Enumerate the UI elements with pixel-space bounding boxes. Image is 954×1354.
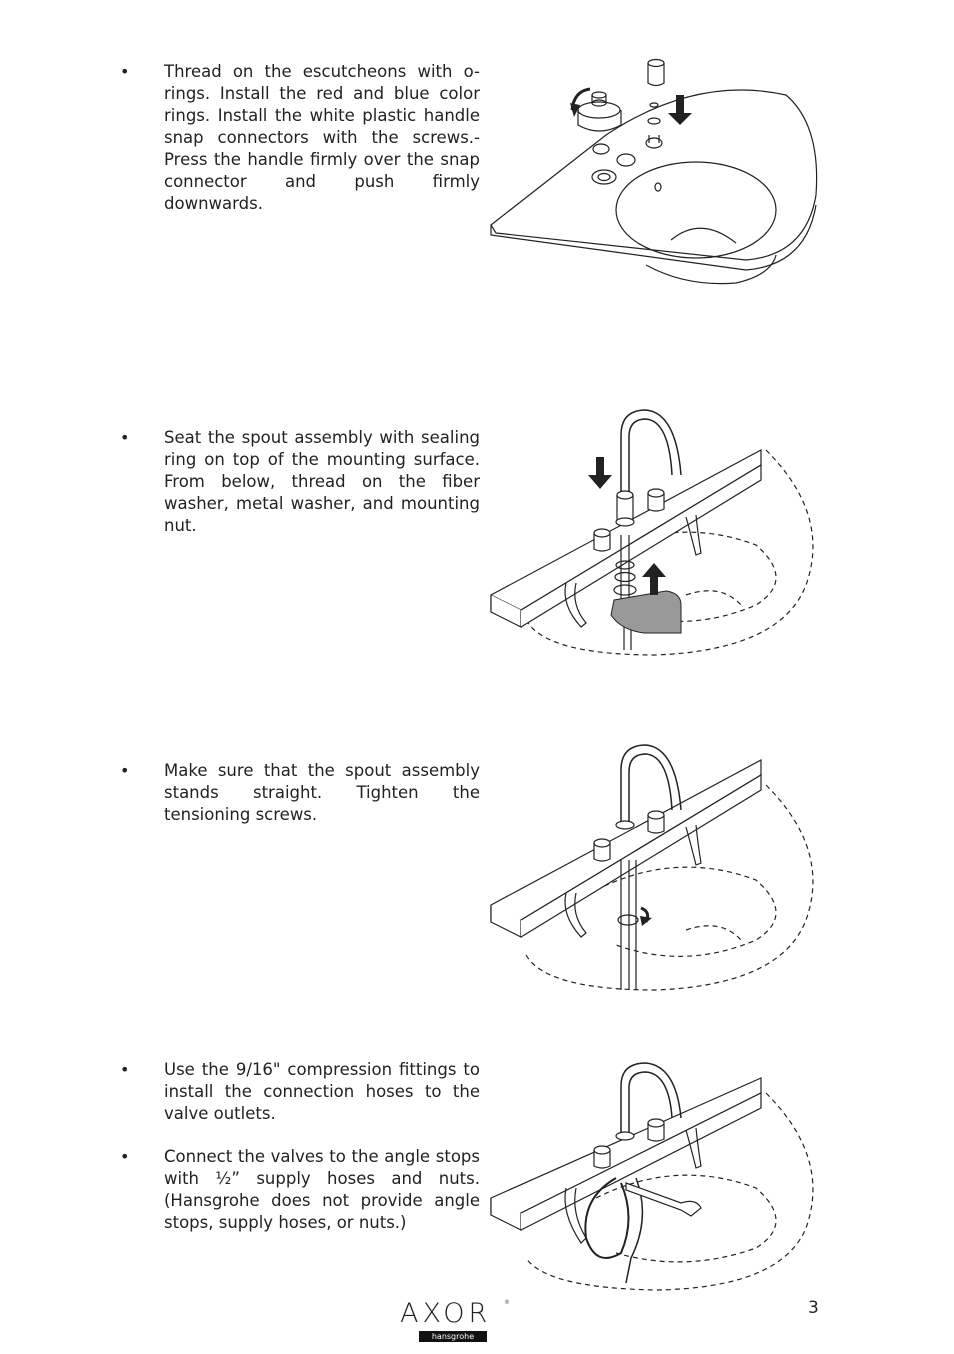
bullet-item xyxy=(120,61,480,215)
page-number: 3 xyxy=(808,1298,819,1318)
tighten-screws-illustration xyxy=(486,740,826,995)
logo-subtext: hansgrohe xyxy=(419,1331,487,1342)
bullet-item xyxy=(120,760,480,826)
registered-mark: ® xyxy=(504,1299,510,1306)
logo-wordmark: AXOR xyxy=(400,1298,492,1329)
sink-handle-install-illustration xyxy=(486,55,826,290)
bullet-symbol: • xyxy=(120,428,130,447)
instruction-text: Connect the valves to the angle stops with ½” supply hoses and nuts. (Hansgrohe does not provide angle stops, supply hoses, or nuts.) xyxy=(164,1147,480,1232)
step-2-instructions xyxy=(120,427,480,558)
bullet-symbol: • xyxy=(120,761,130,780)
connect-hoses-illustration xyxy=(486,1058,826,1293)
bullet-symbol: • xyxy=(120,1147,130,1166)
bullet-symbol: • xyxy=(120,62,130,81)
instruction-text: Use the 9/16" compression fittings to install the connection hoses to the valve outlets. xyxy=(164,1060,480,1123)
instruction-text: Thread on the escutcheons with o-rings. Install the red and blue color rings. Install the white plastic handle snap connectors with the screws.- Press the handle firmly over the snap connector and push firmly downwards. xyxy=(164,62,480,213)
bullet-item xyxy=(120,1059,480,1125)
bullet-item xyxy=(120,427,480,537)
step-3-instructions xyxy=(120,760,480,847)
bullet-item xyxy=(120,1146,480,1234)
instruction-text: Seat the spout assembly with sealing ring on top of the mounting surface. From below, thread on the fiber washer, metal washer, and mounting nut. xyxy=(164,428,480,535)
instruction-text: Make sure that the spout assembly stands straight. Tighten the tensioning screws. xyxy=(164,761,480,824)
spout-assembly-illustration xyxy=(486,405,826,660)
bullet-symbol: • xyxy=(120,1060,130,1079)
step-1-instructions xyxy=(120,61,480,236)
axor-logo xyxy=(398,1298,510,1344)
step-4-instructions xyxy=(120,1059,480,1255)
